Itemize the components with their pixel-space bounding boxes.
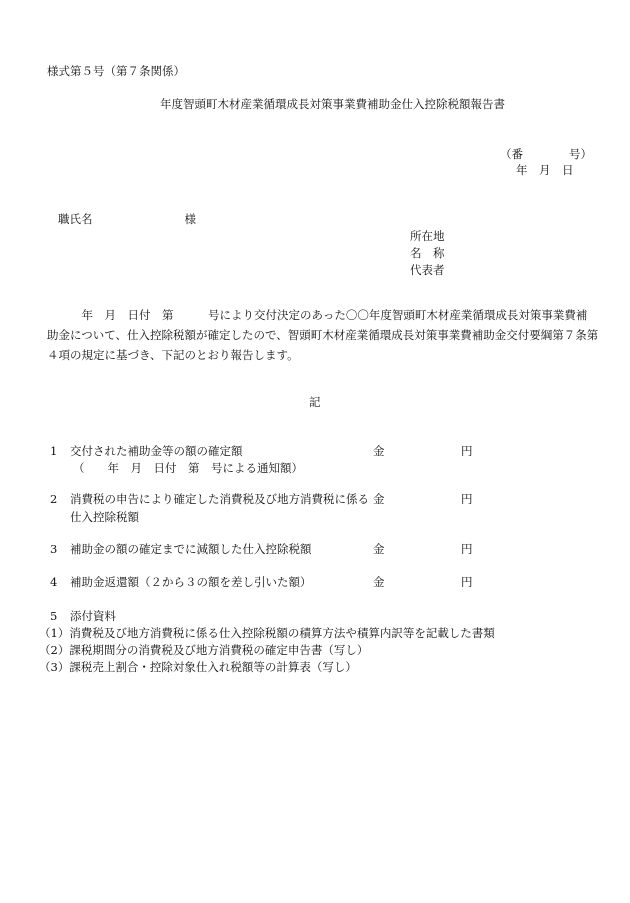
item-text: 交付された補助金等の額の確定額 (70, 444, 243, 458)
document-number: （番 号） (500, 147, 592, 161)
applicant-representative-label: 代表者 (410, 263, 445, 277)
item-number: 4 (50, 575, 58, 589)
body-line: ４項の規定に基づき、下記のとおり報告します。 (47, 348, 299, 362)
attachment-item: （1）消費税及び地方消費税に係る仕入控除税額の積算方法や積算内訳等を記載した書類 (39, 626, 495, 640)
item-number: 2 (50, 492, 58, 506)
item-kin: 金 (373, 444, 385, 458)
body-line: 助金について、仕入控除税額が確定したので、智頭町木材産業循環成長対策事業費補助金交付要綱第７条第 (47, 328, 599, 342)
body-line: 年 月 日付 第 号により交付決定のあった〇〇年度智頭町木材産業循環成長対策事業費補 (47, 308, 588, 322)
item-en: 円 (461, 492, 473, 506)
item-kin: 金 (373, 575, 385, 589)
item-kin: 金 (373, 542, 385, 556)
item-number: 3 (50, 542, 58, 556)
document-date: 年 月 日 (516, 163, 574, 177)
item-number: 1 (50, 444, 58, 458)
addressee: 職氏名 様 (58, 212, 196, 226)
item-text: 補助金返還額（２から３の額を差し引いた額） (70, 575, 312, 589)
body-paragraph (47, 305, 599, 365)
item-en: 円 (461, 444, 473, 458)
item-kin: 金 (373, 492, 385, 506)
attachment-item: （3）課税売上割合・控除対象仕入れ税額等の計算表（写し） (39, 660, 357, 674)
item-en: 円 (461, 542, 473, 556)
attachment-item: （2）課税期間分の消費税及び地方消費税の確定申告書（写し） (39, 643, 369, 657)
item-en: 円 (461, 575, 473, 589)
attachments-number: 5 (50, 609, 58, 623)
applicant-address-label: 所在地 (410, 229, 445, 243)
item-subtext: （ 年 月 日付 第 号による通知額） (73, 461, 303, 475)
document-title: 年度智頭町木材産業循環成長対策事業費補助金仕入控除税額報告書 (160, 97, 505, 111)
applicant-name-label: 名 称 (410, 246, 445, 260)
attachments-heading: 添付資料 (70, 609, 116, 623)
ki-heading: 記 (309, 395, 321, 409)
item-text: 消費税の申告により確定した消費税及び地方消費税に係る (70, 492, 369, 506)
form-label: 様式第５号（第７条関係） (47, 64, 185, 78)
item-text: 補助金の額の確定までに減額した仕入控除税額 (70, 542, 312, 556)
item-subtext: 仕入控除税額 (70, 510, 139, 524)
